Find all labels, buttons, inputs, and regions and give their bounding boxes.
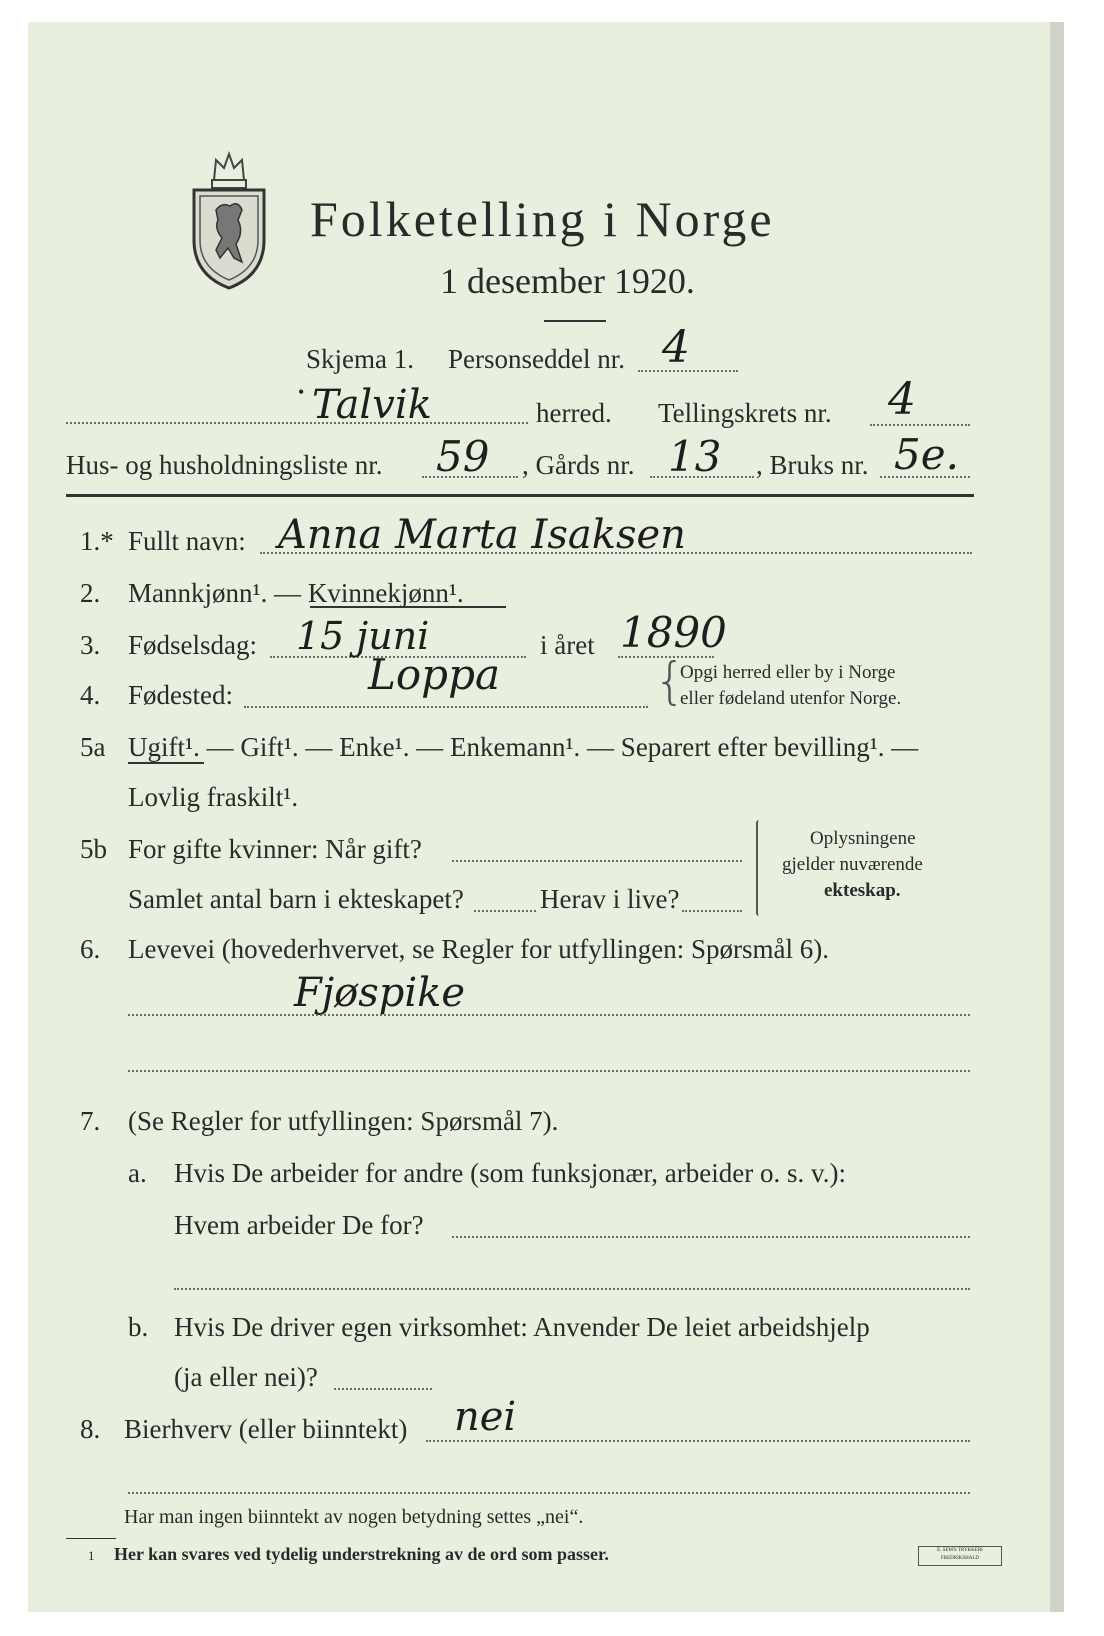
q8-label: Bierhverv (eller biinntekt) (124, 1414, 408, 1444)
form-title: Folketelling i Norge (310, 191, 775, 247)
herred-value: Talvik (312, 382, 432, 428)
q2-number: 2. (80, 578, 101, 608)
q5b-number: 5b (80, 834, 107, 864)
q7b-line1: Hvis De driver egen virksomhet: Anvender De leiet arbeidshjelp (174, 1312, 870, 1342)
personseddel-label: Personseddel nr. (448, 344, 625, 374)
birthday-value: 15 juni (296, 614, 430, 658)
hus-label: Hus- og husholdningsliste nr. (66, 450, 383, 480)
q5a-line1: Ugift¹. — Gift¹. — Enke¹. — Enkemann¹. — Separert efter bevilling¹. — (128, 732, 919, 762)
occupation-value: Fjøspike (294, 970, 466, 1016)
birthplace-value: Loppa (368, 650, 500, 699)
kvinnekjonn-underline (310, 606, 506, 608)
q3-label: Fødselsdag: (128, 630, 258, 660)
footer-note: Har man ingen biinntekt av nogen betydning settes „nei“. (124, 1506, 584, 1528)
q6-label: Levevei (hovederhvervet, se Regler for utfyllingen: Spørsmål 6). (128, 934, 830, 964)
q7-label: (Se Regler for utfyllingen: Spørsmål 7). (128, 1106, 559, 1136)
q5b-line2: Samlet antal barn i ekteskapet? (128, 884, 464, 914)
hus-value: 59 (436, 432, 490, 481)
bruks-value: 5e. (894, 430, 959, 479)
tellingskrets-label: Tellingskrets nr. (658, 398, 832, 428)
q7a-line1: Hvis De arbeider for andre (som funksjonær, arbeider o. s. v.): (174, 1158, 846, 1188)
q1-label: Fullt navn: (128, 526, 246, 556)
census-date: 1 desember 1920. (440, 261, 695, 301)
q5b-line1: For gifte kvinner: Når gift? (128, 834, 422, 864)
gards-value: 13 (668, 432, 722, 481)
footnote: Her kan svares ved tydelig understrekning av de ord som passer. (114, 1544, 609, 1564)
q3-year-label: i året (540, 630, 595, 660)
q4-number: 4. (80, 680, 101, 710)
coat-of-arms-icon (186, 140, 272, 290)
gards-label: , Gårds nr. (522, 450, 635, 480)
q5b-note-line2: gjelder nuværende (782, 854, 923, 875)
printer-stamp: E. SEM'S TRYKKERI FREDRIKSHALD (918, 1546, 1002, 1566)
q2-label: Mannkjønn¹. — Kvinnekjønn¹. (128, 578, 464, 608)
tellingskrets-value: 4 (888, 374, 916, 425)
ugift-underline (128, 762, 204, 764)
herred-label: herred. (536, 398, 612, 428)
title-rule (544, 320, 606, 322)
q1-number: 1.* (80, 526, 114, 556)
q5b-line2b: Herav i live? (540, 884, 680, 914)
q8-number: 8. (80, 1414, 101, 1444)
q7a-line2: Hvem arbeider De for? (174, 1210, 424, 1240)
q7a-number: a. (128, 1158, 147, 1188)
personseddel-value: 4 (662, 322, 690, 373)
footnote-mark: 1 (88, 1548, 95, 1563)
q5a-line2: Lovlig fraskilt¹. (128, 782, 299, 812)
q5b-note-line1: Oplysningene (810, 828, 916, 849)
birth-year-value: 1890 (620, 608, 727, 657)
q3-number: 3. (80, 630, 101, 660)
side-income-value: nei (454, 1394, 517, 1440)
bruks-label: , Bruks nr. (756, 450, 869, 480)
q6-number: 6. (80, 934, 101, 964)
q7b-number: b. (128, 1312, 149, 1342)
q5b-note-line3: ekteskap. (824, 880, 901, 901)
full-name-value: Anna Marta Isaksen (278, 512, 686, 558)
header-divider (66, 494, 974, 497)
q5a-number: 5a (80, 732, 106, 762)
q4-note-line2: eller fødeland utenfor Norge. (680, 688, 902, 709)
census-form-sheet: Folketelling i Norge 1 desember 1920. Skjema 1. Personseddel nr. 4 • Talvik herred. Tellingskrets nr. 4 Hus- og husholdningsliste nr. 59 , Gårds nr. 13 , Bruks nr. 5e. 1.* Fullt navn: Anna Marta Isaksen 2. Mannkjønn¹. — Kvinnekjønn¹. 3. Fødselsdag: 15 juni i året 1890 4. Fødested: Loppa { Opgi herred eller by i Norge eller fødeland utenfor Norge. 5a Ugift¹. — Gift¹. — Enke¹. — Enkemann¹. — Separert efter bevilling¹. — Lovlig fraskilt¹. 5b For gifte kvinner: Når gift? Samlet antal barn i ekteskapet? Herav i live? Oplysningene gjelder nuværende ekteskap. 6. Levevei (hovederhvervet, se Regler for utfyllingen: Spørsmål 6). Fjøspike 7. (Se Regler for utfyllingen: Spørsmål 7). a. Hvis De arbeider for andre (som funksjonær, arbeider o. s. v.): Hvem arbeider De for? b. Hvis De driver egen virksomhet: Anvender De leiet arbeidshjelp (ja eller nei)? 8. Bierhverv (eller biinntekt) nei Har man ingen biinntekt av nogen betydning settes „nei“. 1 Her kan svares ved tydelig understrekning av de ord som passer. E. SEM'S TRYKKERI FREDRIKSHALD (28, 22, 1064, 1612)
q4-label: Fødested: (128, 680, 233, 710)
q7-number: 7. (80, 1106, 101, 1136)
q7b-line2: (ja eller nei)? (174, 1362, 318, 1392)
skjema-label: Skjema 1. (306, 344, 414, 374)
q4-note-line1: Opgi herred eller by i Norge (680, 662, 896, 683)
